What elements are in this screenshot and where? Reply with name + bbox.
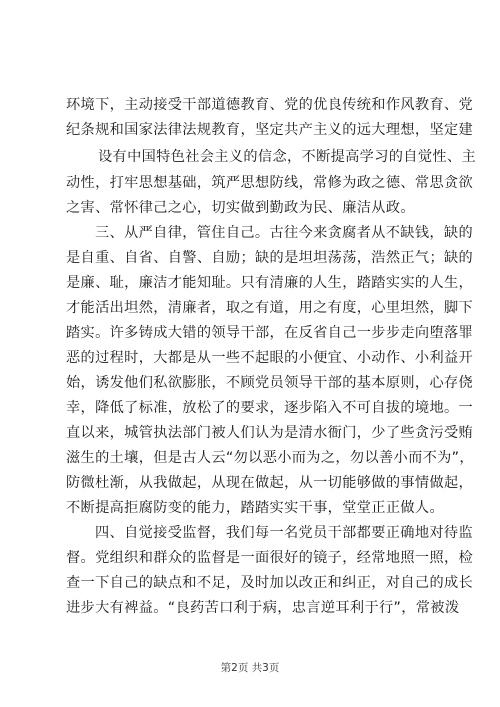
text-line: 直以来，城管执法部门被人们认为是清水衙门，少了些贪污受贿 [66,425,474,441]
page-number-footer: 第2页 共3页 [220,662,280,674]
text-line: 之害、常怀律己之心，切实做到勤政为民、廉洁从政。 [66,200,415,216]
text-line: 纪条规和国家法律法规教育，坚定共产主义的远大理想，坚定建 [66,122,474,138]
text-line: 是廉、耻，廉洁才能知耻。只有清廉的人生，踏踏实实的人生， [66,275,474,291]
text-line: 查一下自己的缺点和不足，及时加以改正和纠正，对自己的成长 [66,575,474,591]
text-line: 防微杜渐，从我做起，从现在做起，从一切能够做的事情做起， [66,475,474,491]
text-line: 始，诱发他们私欲膨胀，不顾党员领导干部的基本原则，心存侥 [66,375,474,391]
text-line: 三、从严自律，管住自己。古往今来贪腐者从不缺钱，缺的 [95,225,473,241]
text-line: 环境下，主动接受干部道德教育、党的优良传统和作风教育、党 [66,97,474,113]
text-line: 不断提高拒腐防变的能力，踏踏实实干事，堂堂正正做人。 [66,500,444,516]
text-line: 设有中国特色社会主义的信念，不断提高学习的自觉性、主 [98,149,476,165]
text-line: 踏实。许多铸成大错的领导干部，在反省自己一步步走向堕落罪 [66,325,474,341]
body-text [66,93,476,621]
text-line: 督。党组织和群众的监督是一面很好的镜子，经常地照一照，检 [66,550,474,566]
text-line: 滋生的土壤，但是古人云“勿以恶小而为之，勿以善小而不为”， [66,450,474,466]
text-line: 恶的过程时，大都是从一些不起眼的小便宜、小动作、小利益开 [66,350,474,366]
text-line: 进步大有裨益。“良药苦口利于病，忠言逆耳利于行”，常被泼 [66,600,460,616]
text-line: 是自重、自省、自警、自励；缺的是坦坦荡荡，浩然正气；缺的 [66,250,474,266]
text-line: 才能活出坦然，清廉者，取之有道，用之有度，心里坦然，脚下 [66,300,474,316]
text-line: 四、自觉接受监督，我们每一名党员干部都要正确地对待监 [95,525,473,541]
text-line: 幸，降低了标准，放松了的要求，逐步陷入不可自拔的境地。一 [66,400,474,416]
text-line: 动性，打牢思想基础，筑严思想防线，常修为政之德、常思贪欲 [66,175,474,191]
